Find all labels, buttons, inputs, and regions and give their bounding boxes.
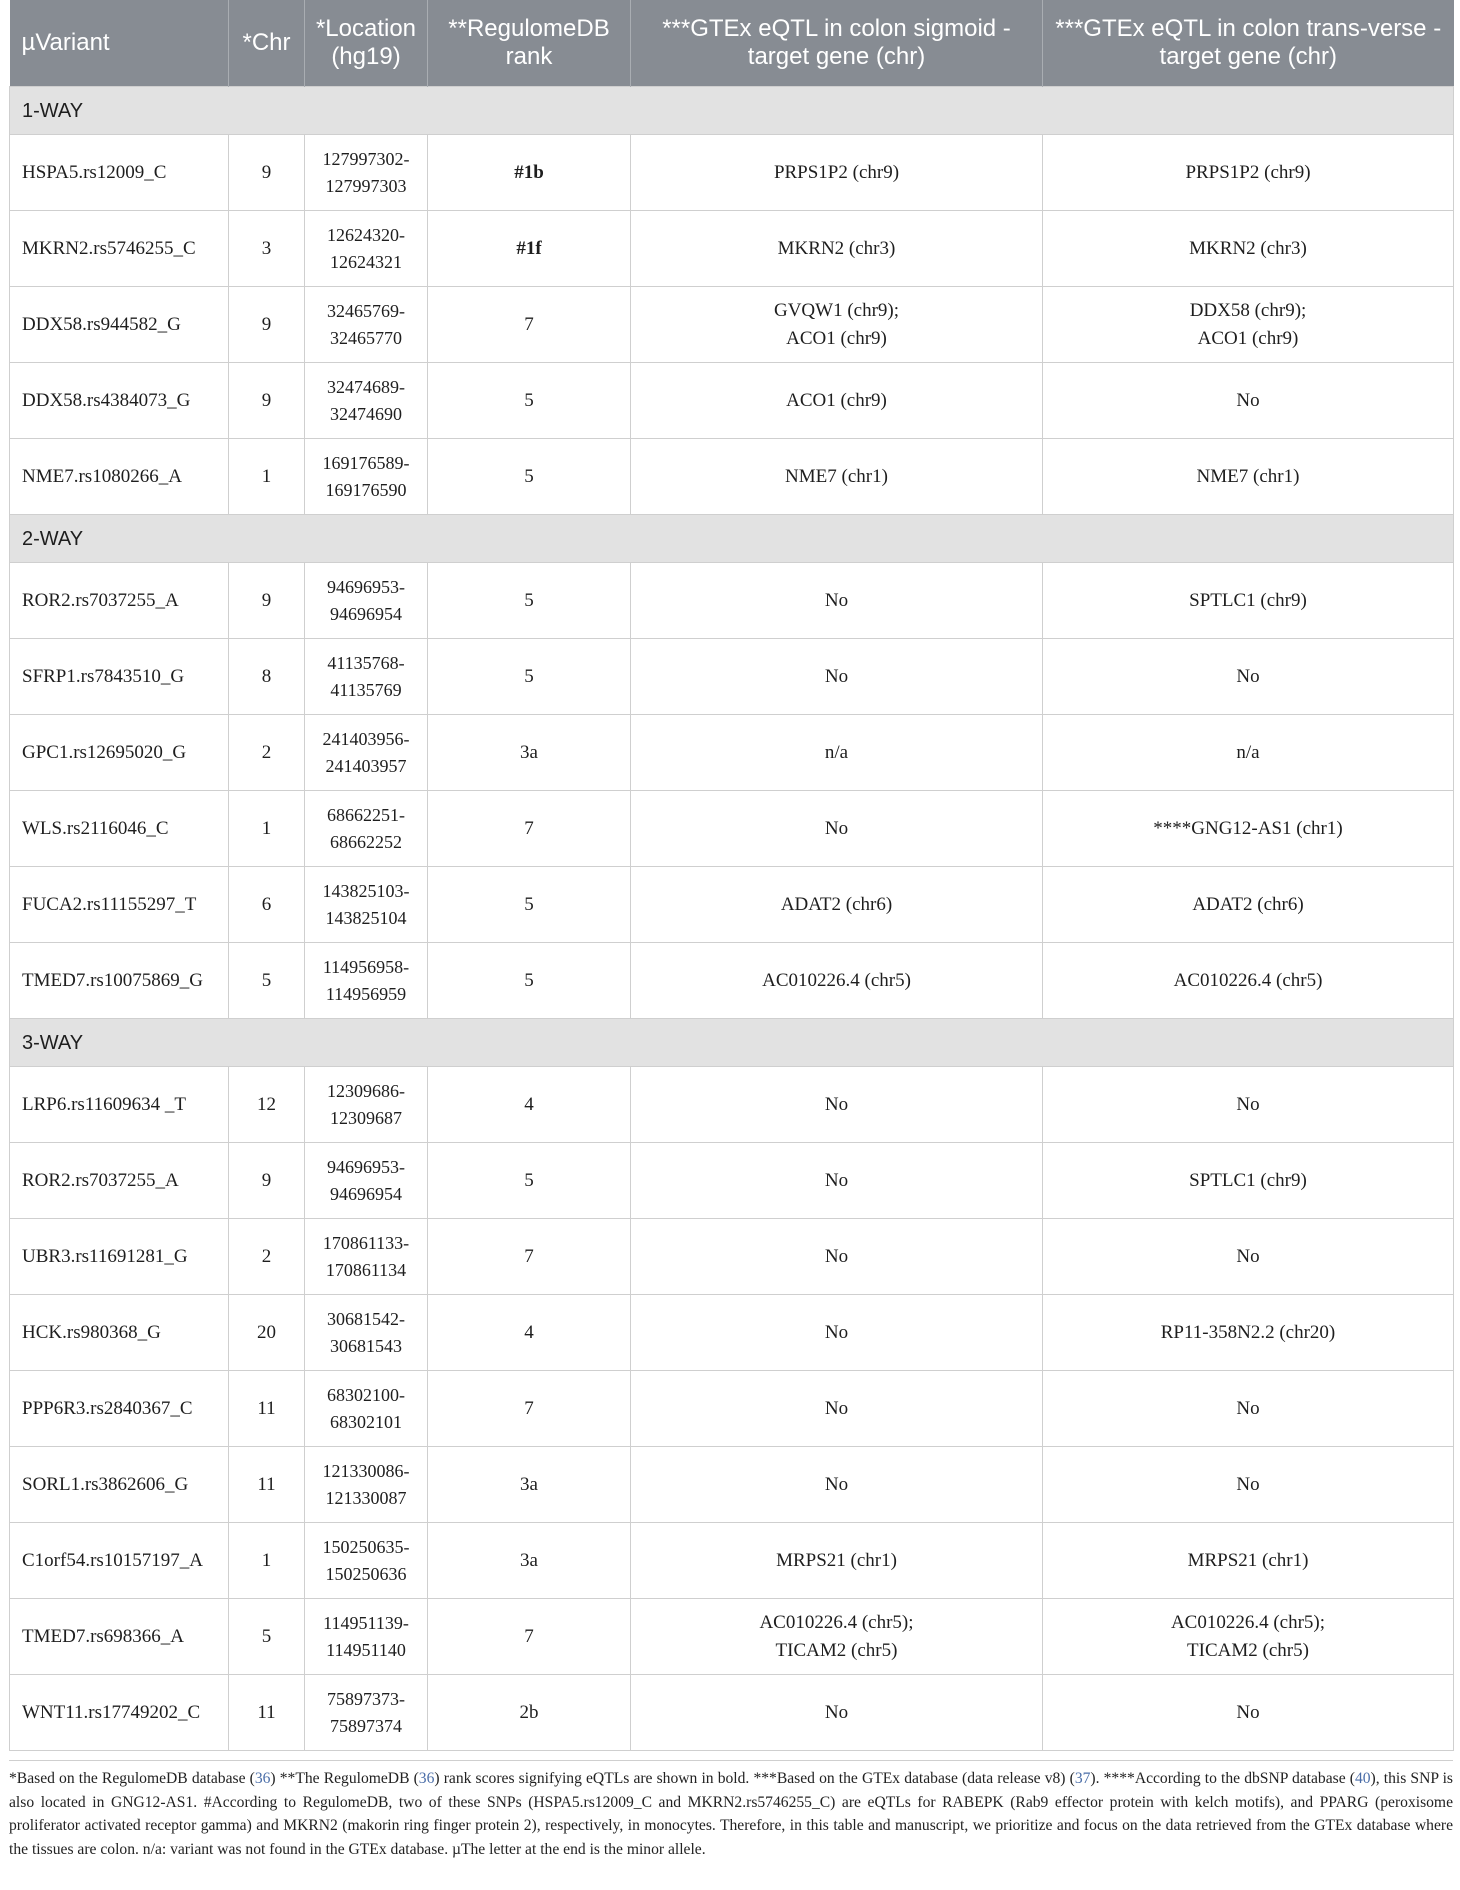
rank-cell: #1b <box>428 135 631 211</box>
variant-cell: LRP6.rs11609634 _T <box>10 1067 229 1143</box>
location-start: 12624320- <box>327 224 405 245</box>
variant-cell: ROR2.rs7037255_A <box>10 1143 229 1219</box>
colon-transverse-gene: DDX58 (chr9); <box>1189 299 1307 321</box>
chr-cell: 1 <box>229 1523 305 1599</box>
location-end: 75897374 <box>330 1715 402 1736</box>
rank-cell: 5 <box>428 439 631 515</box>
table-row <box>10 287 1454 363</box>
table-row <box>10 363 1454 439</box>
colon-transverse-gene: No <box>1236 1245 1260 1267</box>
chr-cell: 11 <box>229 1371 305 1447</box>
header-location: *Location (hg19) <box>305 0 428 87</box>
chr-cell: 11 <box>229 1675 305 1751</box>
colon-sigmoid-gene: AC010226.4 (chr5) <box>762 969 911 991</box>
colon-transverse-gene: ****GNG12-AS1 (chr1) <box>1153 817 1343 839</box>
location-end: 114951140 <box>326 1639 406 1660</box>
colon-transverse-gene: NME7 (chr1) <box>1196 465 1300 487</box>
location-start: 150250635- <box>322 1536 410 1557</box>
colon-sigmoid-gene: ADAT2 (chr6) <box>780 893 893 915</box>
variant-cell: SORL1.rs3862606_G <box>10 1447 229 1523</box>
chr-cell: 9 <box>229 287 305 363</box>
variant-cell: ROR2.rs7037255_A <box>10 563 229 639</box>
variant-cell: WLS.rs2116046_C <box>10 791 229 867</box>
colon-transverse-cell <box>1043 791 1454 867</box>
header-gtex-colon-transverse: ***GTEx eQTL in colon trans-verse - target gene (chr) <box>1043 0 1454 87</box>
header-gtex-colon-sigmoid: ***GTEx eQTL in colon sigmoid - target gene (chr) <box>631 0 1043 87</box>
colon-transverse-cell <box>1043 1067 1454 1143</box>
location-start: 143825103- <box>322 880 410 901</box>
table-row <box>10 943 1454 1019</box>
colon-sigmoid-cell <box>631 1447 1043 1523</box>
location-start: 75897373- <box>327 1688 405 1709</box>
location-end: 32474690 <box>330 403 402 424</box>
rank-cell: 7 <box>428 1599 631 1675</box>
footnote-ref-link[interactable]: 36 <box>254 1770 271 1787</box>
variant-cell: HCK.rs980368_G <box>10 1295 229 1371</box>
chr-cell: 5 <box>229 1599 305 1675</box>
variants-table <box>9 0 1454 1751</box>
location-cell <box>305 1675 428 1751</box>
footnote-text: ) rank scores signifying eQTLs are shown in bold. ***Based on the GTEx database (data release v8) ( <box>434 1770 1075 1787</box>
location-start: 170861133- <box>322 1232 410 1253</box>
location-start: 32465769- <box>327 300 405 321</box>
colon-transverse-cell <box>1043 639 1454 715</box>
colon-transverse-gene: No <box>1236 1701 1260 1723</box>
colon-transverse-gene: TICAM2 (chr5) <box>1187 1639 1309 1661</box>
colon-sigmoid-gene: NME7 (chr1) <box>785 465 888 487</box>
location-cell <box>305 1143 428 1219</box>
table-row <box>10 211 1454 287</box>
table-row <box>10 1599 1454 1675</box>
colon-transverse-cell <box>1043 1143 1454 1219</box>
header-regulomedb-rank: **RegulomeDB rank <box>428 0 631 87</box>
group-label: 1-WAY <box>10 87 1454 135</box>
colon-transverse-gene: AC010226.4 (chr5) <box>1173 969 1323 991</box>
chr-cell: 11 <box>229 1447 305 1523</box>
colon-sigmoid-cell <box>631 1599 1043 1675</box>
colon-sigmoid-cell <box>631 1371 1043 1447</box>
colon-transverse-cell <box>1043 1599 1454 1675</box>
location-start: 68662251- <box>327 804 405 825</box>
variant-cell: SFRP1.rs7843510_G <box>10 639 229 715</box>
group-label: 3-WAY <box>10 1019 1454 1067</box>
location-start: 169176589- <box>322 452 410 473</box>
colon-sigmoid-cell <box>631 1295 1043 1371</box>
colon-sigmoid-gene: No <box>824 665 849 687</box>
location-start: 68302100- <box>327 1384 405 1405</box>
colon-sigmoid-gene: GVQW1 (chr9); <box>773 299 900 321</box>
location-end: 143825104 <box>325 907 407 928</box>
location-cell <box>305 1447 428 1523</box>
colon-transverse-gene: n/a <box>1236 741 1260 763</box>
location-cell <box>305 363 428 439</box>
colon-transverse-gene: No <box>1236 1473 1260 1495</box>
rank-cell: 7 <box>428 1371 631 1447</box>
rank-cell: 7 <box>428 791 631 867</box>
colon-transverse-cell <box>1043 1371 1454 1447</box>
table-row <box>10 1371 1454 1447</box>
location-end: 30681543 <box>330 1335 402 1356</box>
location-end: 241403957 <box>325 755 407 776</box>
location-end: 121330087 <box>325 1487 407 1508</box>
chr-cell: 1 <box>229 791 305 867</box>
colon-sigmoid-gene: No <box>824 1245 849 1267</box>
table-row <box>10 867 1454 943</box>
table-row <box>10 1143 1454 1219</box>
location-start: 32474689- <box>327 376 405 397</box>
colon-sigmoid-gene: No <box>824 1473 849 1495</box>
variant-cell: FUCA2.rs11155297_T <box>10 867 229 943</box>
colon-transverse-gene: RP11-358N2.2 (chr20) <box>1160 1321 1336 1343</box>
colon-sigmoid-gene: No <box>824 1397 849 1419</box>
location-cell <box>305 439 428 515</box>
location-end: 94696954 <box>330 603 402 624</box>
colon-transverse-cell <box>1043 715 1454 791</box>
table-body <box>10 87 1454 1751</box>
table-row <box>10 1523 1454 1599</box>
table-row <box>10 715 1454 791</box>
colon-transverse-cell <box>1043 1295 1454 1371</box>
colon-transverse-gene: No <box>1236 389 1260 411</box>
location-cell <box>305 1371 428 1447</box>
variant-cell: DDX58.rs4384073_G <box>10 363 229 439</box>
colon-sigmoid-cell <box>631 715 1043 791</box>
colon-transverse-gene: SPTLC1 (chr9) <box>1189 1169 1307 1191</box>
location-cell <box>305 135 428 211</box>
colon-sigmoid-cell <box>631 791 1043 867</box>
location-cell <box>305 1523 428 1599</box>
colon-transverse-cell <box>1043 1219 1454 1295</box>
chr-cell: 9 <box>229 135 305 211</box>
chr-cell: 2 <box>229 715 305 791</box>
colon-transverse-gene: No <box>1236 1397 1260 1419</box>
location-end: 114956959 <box>325 983 407 1004</box>
colon-transverse-gene: No <box>1236 665 1260 687</box>
table-row <box>10 1067 1454 1143</box>
variant-cell: TMED7.rs10075869_G <box>10 943 229 1019</box>
colon-transverse-gene: SPTLC1 (chr9) <box>1189 589 1307 611</box>
rank-cell: 5 <box>428 867 631 943</box>
location-start: 121330086- <box>322 1460 410 1481</box>
colon-sigmoid-gene: No <box>824 1701 849 1723</box>
colon-sigmoid-cell <box>631 287 1043 363</box>
colon-sigmoid-cell <box>631 135 1043 211</box>
location-cell <box>305 287 428 363</box>
colon-sigmoid-cell <box>631 1067 1043 1143</box>
rank-cell: 7 <box>428 1219 631 1295</box>
rank-cell: 4 <box>428 1067 631 1143</box>
location-cell <box>305 867 428 943</box>
colon-sigmoid-cell <box>631 439 1043 515</box>
colon-sigmoid-gene: TICAM2 (chr5) <box>775 1639 898 1661</box>
colon-transverse-cell <box>1043 439 1454 515</box>
rank-cell: 3a <box>428 1523 631 1599</box>
colon-sigmoid-gene: No <box>824 1093 849 1115</box>
colon-sigmoid-cell <box>631 943 1043 1019</box>
colon-transverse-cell <box>1043 1447 1454 1523</box>
table-row <box>10 135 1454 211</box>
location-end: 127997303 <box>325 175 407 196</box>
colon-transverse-cell <box>1043 287 1454 363</box>
chr-cell: 5 <box>229 943 305 1019</box>
rank-cell: 5 <box>428 639 631 715</box>
rank-cell: 3a <box>428 715 631 791</box>
rank-cell: 2b <box>428 1675 631 1751</box>
location-cell <box>305 715 428 791</box>
table-row <box>10 1219 1454 1295</box>
variant-cell: NME7.rs1080266_A <box>10 439 229 515</box>
location-cell <box>305 791 428 867</box>
footnote-ref-link[interactable]: 37 <box>1074 1770 1091 1787</box>
colon-transverse-cell <box>1043 211 1454 287</box>
variant-cell: PPP6R3.rs2840367_C <box>10 1371 229 1447</box>
colon-sigmoid-gene: No <box>824 589 849 611</box>
rank-cell: 5 <box>428 563 631 639</box>
variant-cell: GPC1.rs12695020_G <box>10 715 229 791</box>
colon-transverse-gene: ACO1 (chr9) <box>1197 327 1299 349</box>
footnote-text: ), this SNP is also located in GNG12-AS1. #According to RegulomeDB, two of these SNPs (HSPA5.rs12009_C and MKRN2.rs5746255_C) are eQTLs for RABEPK (Rab9 effector protein with kelch motifs), and PPARG (peroxisome proliferator activated receptor gamma) and MKRN2 (makorin ring finger protein 2), respectively, in monocytes. Therefore, in this table and manuscript, we prioritize and focus on the data retrieved from the GTEx database where the tissues are colon. n/a: variant was not found in the GTEx database. µThe letter at the end is the minor allele. <box>9 1770 1453 1858</box>
rank-cell: #1f <box>428 211 631 287</box>
rank-cell: 5 <box>428 363 631 439</box>
group-label: 2-WAY <box>10 515 1454 563</box>
location-start: 94696953- <box>327 1156 405 1177</box>
table-row <box>10 439 1454 515</box>
rank-cell: 7 <box>428 287 631 363</box>
variant-cell: HSPA5.rs12009_C <box>10 135 229 211</box>
chr-cell: 9 <box>229 1143 305 1219</box>
group-row <box>10 87 1454 135</box>
location-start: 127997302- <box>322 148 410 169</box>
location-start: 12309686- <box>327 1080 405 1101</box>
chr-cell: 6 <box>229 867 305 943</box>
location-end: 12624321 <box>330 251 402 272</box>
location-cell <box>305 639 428 715</box>
colon-sigmoid-gene: PRPS1P2 (chr9) <box>773 161 900 183</box>
colon-transverse-cell <box>1043 135 1454 211</box>
table-footnote <box>9 1760 1453 1861</box>
location-cell <box>305 211 428 287</box>
location-cell <box>305 1219 428 1295</box>
location-cell <box>305 943 428 1019</box>
location-start: 94696953- <box>327 576 405 597</box>
location-end: 32465770 <box>330 327 402 348</box>
footnote-text: ) **The RegulomeDB ( <box>270 1770 419 1787</box>
table-row <box>10 1447 1454 1523</box>
location-start: 114956958- <box>322 956 410 977</box>
chr-cell: 8 <box>229 639 305 715</box>
chr-cell: 9 <box>229 363 305 439</box>
location-end: 12309687 <box>330 1107 402 1128</box>
table-row <box>10 1675 1454 1751</box>
colon-transverse-cell <box>1043 363 1454 439</box>
variant-cell: WNT11.rs17749202_C <box>10 1675 229 1751</box>
chr-cell: 9 <box>229 563 305 639</box>
footnote-text: ). ****According to the dbSNP database ( <box>1090 1770 1355 1787</box>
location-start: 114951139- <box>323 1612 409 1633</box>
chr-cell: 1 <box>229 439 305 515</box>
chr-cell: 2 <box>229 1219 305 1295</box>
colon-sigmoid-cell <box>631 1675 1043 1751</box>
footnote-text: *Based on the RegulomeDB database ( <box>9 1770 255 1787</box>
table-header <box>10 0 1454 87</box>
colon-transverse-gene: AC010226.4 (chr5); <box>1170 1611 1326 1633</box>
location-start: 30681542- <box>327 1308 405 1329</box>
group-row <box>10 1019 1454 1067</box>
variant-cell: TMED7.rs698366_A <box>10 1599 229 1675</box>
location-end: 169176590 <box>325 479 407 500</box>
location-cell <box>305 1599 428 1675</box>
location-end: 68302101 <box>330 1411 402 1432</box>
location-start: 41135768- <box>327 652 405 673</box>
variant-cell: UBR3.rs11691281_G <box>10 1219 229 1295</box>
colon-sigmoid-cell <box>631 639 1043 715</box>
colon-sigmoid-cell <box>631 867 1043 943</box>
footnote-ref-link[interactable]: 36 <box>418 1770 435 1787</box>
location-cell <box>305 1067 428 1143</box>
colon-transverse-gene: ADAT2 (chr6) <box>1192 893 1304 915</box>
colon-sigmoid-gene: ACO1 (chr9) <box>786 389 887 411</box>
colon-sigmoid-gene: MRPS21 (chr1) <box>776 1549 897 1571</box>
colon-sigmoid-cell <box>631 1523 1043 1599</box>
colon-transverse-gene: MRPS21 (chr1) <box>1187 1549 1309 1571</box>
location-end: 170861134 <box>325 1259 407 1280</box>
location-start: 241403956- <box>322 728 410 749</box>
colon-sigmoid-gene: AC010226.4 (chr5); <box>759 1611 914 1633</box>
colon-transverse-cell <box>1043 1523 1454 1599</box>
header-row <box>10 0 1454 87</box>
colon-transverse-gene: No <box>1236 1093 1260 1115</box>
colon-sigmoid-gene: ACO1 (chr9) <box>786 327 887 349</box>
group-row <box>10 515 1454 563</box>
table-row <box>10 563 1454 639</box>
colon-transverse-cell <box>1043 1675 1454 1751</box>
variant-cell: C1orf54.rs10157197_A <box>10 1523 229 1599</box>
colon-transverse-cell <box>1043 867 1454 943</box>
colon-transverse-cell <box>1043 943 1454 1019</box>
variant-cell: DDX58.rs944582_G <box>10 287 229 363</box>
location-end: 41135769 <box>330 679 402 700</box>
header-variant: µVariant <box>10 0 229 87</box>
location-end: 150250636 <box>325 1563 407 1584</box>
chr-cell: 20 <box>229 1295 305 1371</box>
rank-cell: 5 <box>428 943 631 1019</box>
colon-sigmoid-cell <box>631 563 1043 639</box>
rank-cell: 3a <box>428 1447 631 1523</box>
location-end: 94696954 <box>330 1183 402 1204</box>
variant-cell: MKRN2.rs5746255_C <box>10 211 229 287</box>
colon-transverse-gene: MKRN2 (chr3) <box>1189 237 1307 259</box>
table-row <box>10 1295 1454 1371</box>
location-end: 68662252 <box>330 831 402 852</box>
chr-cell: 3 <box>229 211 305 287</box>
colon-sigmoid-gene: No <box>824 1321 849 1343</box>
table-row <box>10 639 1454 715</box>
colon-sigmoid-gene: No <box>824 1169 849 1191</box>
colon-transverse-cell <box>1043 563 1454 639</box>
chr-cell: 12 <box>229 1067 305 1143</box>
colon-sigmoid-cell <box>631 211 1043 287</box>
colon-sigmoid-cell <box>631 363 1043 439</box>
location-cell <box>305 1295 428 1371</box>
colon-transverse-gene: PRPS1P2 (chr9) <box>1185 161 1311 183</box>
footnote-ref-link[interactable]: 40 <box>1354 1770 1371 1787</box>
location-cell <box>305 563 428 639</box>
colon-sigmoid-gene: n/a <box>824 741 849 763</box>
colon-sigmoid-cell <box>631 1219 1043 1295</box>
colon-sigmoid-cell <box>631 1143 1043 1219</box>
header-chr: *Chr <box>229 0 305 87</box>
rank-cell: 5 <box>428 1143 631 1219</box>
table-container <box>9 0 1453 1751</box>
colon-sigmoid-gene: MKRN2 (chr3) <box>777 237 896 259</box>
colon-sigmoid-gene: No <box>824 817 849 839</box>
table-row <box>10 791 1454 867</box>
rank-cell: 4 <box>428 1295 631 1371</box>
